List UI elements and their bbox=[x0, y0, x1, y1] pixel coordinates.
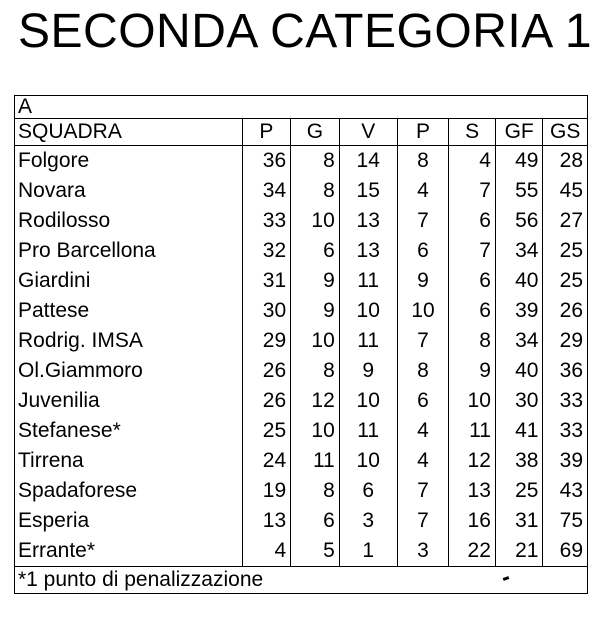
goals-for-cell: 55 bbox=[495, 176, 543, 206]
goals-for-cell: 34 bbox=[495, 236, 543, 266]
team-name-cell: Ol.Giammoro bbox=[15, 356, 243, 386]
goals-for-cell: 38 bbox=[495, 446, 543, 476]
draws-cell: 8 bbox=[397, 146, 449, 177]
draws-cell: 7 bbox=[397, 476, 449, 506]
goals-against-cell: 33 bbox=[543, 416, 588, 446]
goals-for-cell: 34 bbox=[495, 326, 543, 356]
points-cell: 25 bbox=[242, 416, 291, 446]
goals-against-cell: 25 bbox=[543, 236, 588, 266]
played-cell: 6 bbox=[291, 236, 340, 266]
goals-against-cell: 29 bbox=[543, 326, 588, 356]
table-row bbox=[15, 506, 588, 536]
group-label: A bbox=[15, 96, 588, 119]
losses-cell: 22 bbox=[449, 536, 496, 567]
wins-cell: 11 bbox=[339, 416, 397, 446]
goals-for-cell: 39 bbox=[495, 296, 543, 326]
draws-cell: 7 bbox=[397, 506, 449, 536]
table-row bbox=[15, 266, 588, 296]
team-name-cell: Juvenilia bbox=[15, 386, 243, 416]
losses-cell: 7 bbox=[449, 236, 496, 266]
losses-cell: 6 bbox=[449, 266, 496, 296]
goals-for-cell: 40 bbox=[495, 356, 543, 386]
played-cell: 9 bbox=[291, 266, 340, 296]
played-cell: 10 bbox=[291, 206, 340, 236]
team-name-cell: Rodilosso bbox=[15, 206, 243, 236]
team-name-cell: Pro Barcellona bbox=[15, 236, 243, 266]
table-row bbox=[15, 326, 588, 356]
footnote bbox=[15, 567, 588, 594]
team-name-cell: Folgore bbox=[15, 146, 243, 177]
wins-cell: 14 bbox=[339, 146, 397, 177]
team-name-cell: Spadaforese bbox=[15, 476, 243, 506]
team-name-cell: Novara bbox=[15, 176, 243, 206]
team-name-cell: Rodrig. IMSA bbox=[15, 326, 243, 356]
group-row bbox=[15, 96, 588, 119]
points-cell: 26 bbox=[242, 356, 291, 386]
wins-cell: 10 bbox=[339, 386, 397, 416]
wins-cell: 3 bbox=[339, 506, 397, 536]
goals-for-cell: 41 bbox=[495, 416, 543, 446]
standings-table bbox=[14, 95, 588, 594]
draws-cell: 7 bbox=[397, 326, 449, 356]
losses-cell: 12 bbox=[449, 446, 496, 476]
draws-cell: 4 bbox=[397, 446, 449, 476]
goals-for-cell: 25 bbox=[495, 476, 543, 506]
wins-cell: 13 bbox=[339, 206, 397, 236]
team-name-cell: Pattese bbox=[15, 296, 243, 326]
table-row bbox=[15, 446, 588, 476]
goals-against-cell: 43 bbox=[543, 476, 588, 506]
points-cell: 29 bbox=[242, 326, 291, 356]
team-name-cell: Tirrena bbox=[15, 446, 243, 476]
wins-cell: 10 bbox=[339, 446, 397, 476]
wins-cell: 1 bbox=[339, 536, 397, 567]
footnote-row bbox=[15, 567, 588, 594]
points-cell: 4 bbox=[242, 536, 291, 567]
losses-cell: 11 bbox=[449, 416, 496, 446]
table-row bbox=[15, 146, 588, 177]
header-squadra: SQUADRA bbox=[15, 119, 243, 146]
draws-cell: 4 bbox=[397, 176, 449, 206]
goals-for-cell: 56 bbox=[495, 206, 543, 236]
goals-against-cell: 33 bbox=[543, 386, 588, 416]
played-cell: 8 bbox=[291, 356, 340, 386]
losses-cell: 9 bbox=[449, 356, 496, 386]
draws-cell: 8 bbox=[397, 356, 449, 386]
losses-cell: 16 bbox=[449, 506, 496, 536]
goals-for-cell: 40 bbox=[495, 266, 543, 296]
points-cell: 30 bbox=[242, 296, 291, 326]
played-cell: 10 bbox=[291, 326, 340, 356]
header-vinte: V bbox=[339, 119, 397, 146]
goals-against-cell: 25 bbox=[543, 266, 588, 296]
draws-cell: 9 bbox=[397, 266, 449, 296]
goals-against-cell: 39 bbox=[543, 446, 588, 476]
points-cell: 33 bbox=[242, 206, 291, 236]
losses-cell: 7 bbox=[449, 176, 496, 206]
losses-cell: 8 bbox=[449, 326, 496, 356]
points-cell: 34 bbox=[242, 176, 291, 206]
draws-cell: 4 bbox=[397, 416, 449, 446]
table-row bbox=[15, 476, 588, 506]
goals-against-cell: 69 bbox=[543, 536, 588, 567]
wins-cell: 9 bbox=[339, 356, 397, 386]
page-headline: SECONDA CATEGORIA 1 bbox=[18, 5, 593, 58]
points-cell: 26 bbox=[242, 386, 291, 416]
goals-against-cell: 45 bbox=[543, 176, 588, 206]
played-cell: 8 bbox=[291, 476, 340, 506]
played-cell: 11 bbox=[291, 446, 340, 476]
team-name-cell: Esperia bbox=[15, 506, 243, 536]
team-name-cell: Giardini bbox=[15, 266, 243, 296]
goals-against-cell: 26 bbox=[543, 296, 588, 326]
points-cell: 31 bbox=[242, 266, 291, 296]
points-cell: 24 bbox=[242, 446, 291, 476]
wins-cell: 10 bbox=[339, 296, 397, 326]
draws-cell: 6 bbox=[397, 386, 449, 416]
played-cell: 12 bbox=[291, 386, 340, 416]
played-cell: 8 bbox=[291, 176, 340, 206]
wins-cell: 15 bbox=[339, 176, 397, 206]
header-sconfitte: S bbox=[449, 119, 496, 146]
losses-cell: 6 bbox=[449, 206, 496, 236]
team-name-cell: Errante* bbox=[15, 536, 243, 567]
table-row bbox=[15, 206, 588, 236]
points-cell: 19 bbox=[242, 476, 291, 506]
points-cell: 32 bbox=[242, 236, 291, 266]
goals-for-cell: 49 bbox=[495, 146, 543, 177]
header-gol-subiti: GS bbox=[543, 119, 588, 146]
header-pareggiate: P bbox=[397, 119, 449, 146]
table-row bbox=[15, 536, 588, 567]
header-punti: P bbox=[242, 119, 291, 146]
table-row bbox=[15, 386, 588, 416]
losses-cell: 10 bbox=[449, 386, 496, 416]
table-row bbox=[15, 296, 588, 326]
losses-cell: 4 bbox=[449, 146, 496, 177]
goals-against-cell: 27 bbox=[543, 206, 588, 236]
draws-cell: 7 bbox=[397, 206, 449, 236]
points-cell: 36 bbox=[242, 146, 291, 177]
draws-cell: 6 bbox=[397, 236, 449, 266]
print-speck bbox=[503, 576, 510, 581]
played-cell: 5 bbox=[291, 536, 340, 567]
played-cell: 6 bbox=[291, 506, 340, 536]
goals-for-cell: 30 bbox=[495, 386, 543, 416]
losses-cell: 13 bbox=[449, 476, 496, 506]
header-row bbox=[15, 119, 588, 146]
points-cell: 13 bbox=[242, 506, 291, 536]
losses-cell: 6 bbox=[449, 296, 496, 326]
standings-body bbox=[15, 96, 588, 594]
wins-cell: 6 bbox=[339, 476, 397, 506]
table-row bbox=[15, 176, 588, 206]
goals-for-cell: 31 bbox=[495, 506, 543, 536]
team-name-cell: Stefanese* bbox=[15, 416, 243, 446]
wins-cell: 11 bbox=[339, 266, 397, 296]
goals-against-cell: 75 bbox=[543, 506, 588, 536]
table-row bbox=[15, 236, 588, 266]
header-gol-fatti: GF bbox=[495, 119, 543, 146]
footnote-text: *1 punto di penalizzazione bbox=[18, 568, 264, 591]
wins-cell: 13 bbox=[339, 236, 397, 266]
goals-for-cell: 21 bbox=[495, 536, 543, 567]
played-cell: 10 bbox=[291, 416, 340, 446]
goals-against-cell: 36 bbox=[543, 356, 588, 386]
table-row bbox=[15, 416, 588, 446]
goals-against-cell: 28 bbox=[543, 146, 588, 177]
played-cell: 9 bbox=[291, 296, 340, 326]
header-giocate: G bbox=[291, 119, 340, 146]
wins-cell: 11 bbox=[339, 326, 397, 356]
played-cell: 8 bbox=[291, 146, 340, 177]
draws-cell: 10 bbox=[397, 296, 449, 326]
table-row bbox=[15, 356, 588, 386]
draws-cell: 3 bbox=[397, 536, 449, 567]
